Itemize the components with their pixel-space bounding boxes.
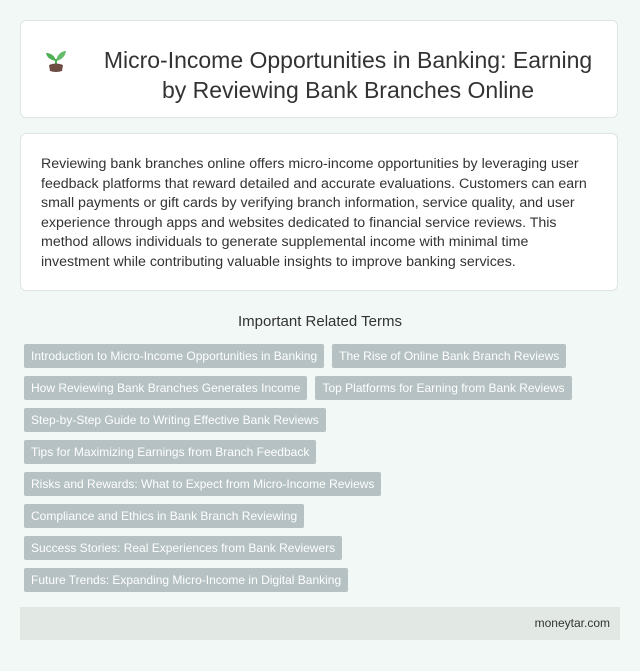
related-term-link[interactable]: Compliance and Ethics in Bank Branch Reviewing	[24, 504, 304, 528]
related-term-link[interactable]: Future Trends: Expanding Micro-Income in Digital Banking	[24, 568, 348, 592]
description-text: Reviewing bank branches online offers micro-income opportunities by leveraging user feedback platforms that reward detailed and accurate evaluations. Customers can earn small payments or gift cards by verifying branch information, service quality, and user experience through apps and websites dedicated to financial service reviews. This method allows individuals to generate supplemental income with minimal time investment while contributing valuable insights to improve banking services.	[41, 156, 587, 270]
related-term-link[interactable]: Tips for Maximizing Earnings from Branch Feedback	[24, 440, 316, 464]
footer	[20, 607, 620, 640]
title-card	[20, 20, 618, 118]
footer-site-link[interactable]: moneytar.com	[534, 616, 610, 630]
related-term-link[interactable]: Step-by-Step Guide to Writing Effective Bank Reviews	[24, 408, 326, 432]
related-term-link[interactable]: How Reviewing Bank Branches Generates Income	[24, 376, 307, 400]
related-terms-list	[20, 344, 620, 600]
page-title: Micro-Income Opportunities in Banking: Earning by Reviewing Bank Branches Online	[103, 47, 593, 103]
related-term-link[interactable]: Risks and Rewards: What to Expect from Micro-Income Reviews	[24, 472, 381, 496]
related-term-link[interactable]: Success Stories: Real Experiences from Bank Reviewers	[24, 536, 342, 560]
related-term-link[interactable]: Introduction to Micro-Income Opportunities in Banking	[24, 344, 324, 368]
description-card	[20, 133, 618, 291]
related-term-link[interactable]: The Rise of Online Bank Branch Reviews	[332, 344, 566, 368]
related-term-link[interactable]: Top Platforms for Earning from Bank Reviews	[315, 376, 571, 400]
seedling-icon	[45, 47, 67, 73]
related-terms-heading: Important Related Terms	[238, 313, 402, 330]
